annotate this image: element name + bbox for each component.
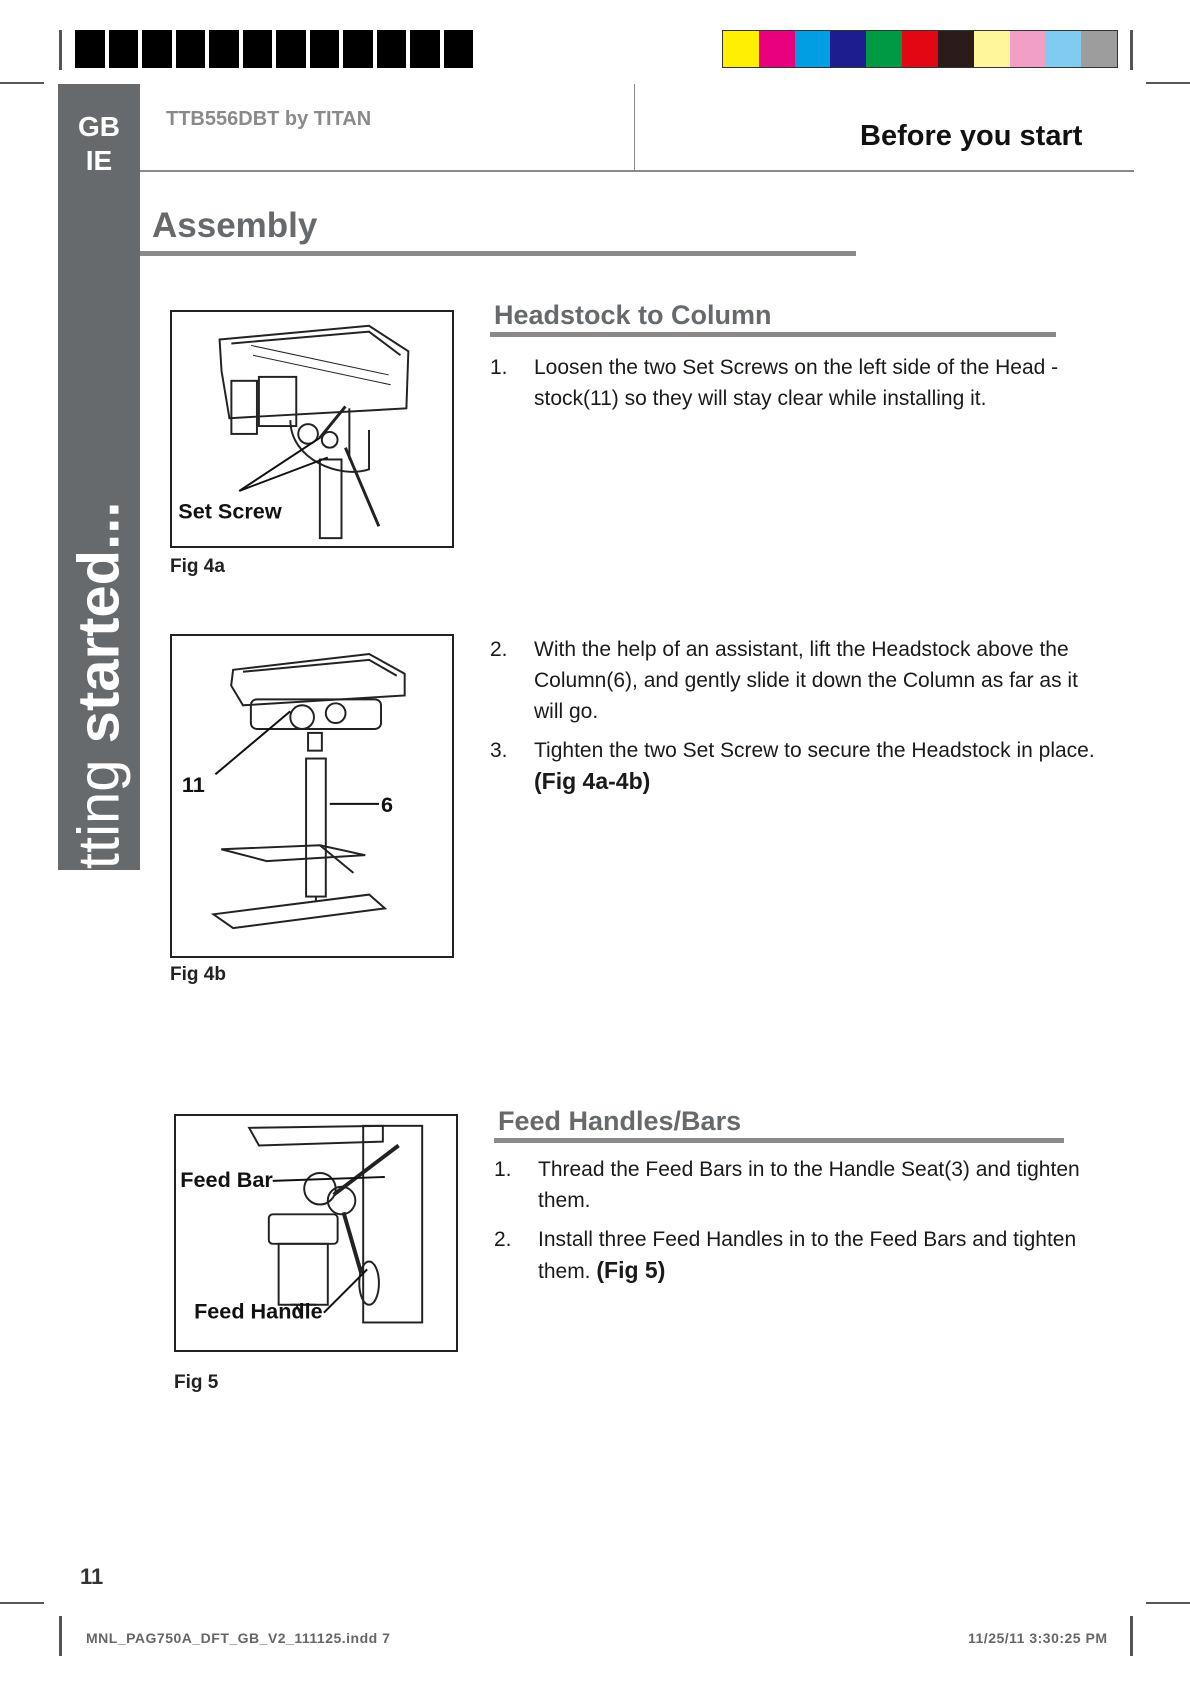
crop-mark [1130,30,1133,70]
color-calibration-bar [722,30,1118,68]
color-swatch [723,31,759,67]
feed-heading: Feed Handles/Bars [498,1106,742,1136]
feed-step-1: 1. Thread the Feed Bars in to the Handle Seat(3) and tighten them. [494,1158,1080,1212]
crop-mark [59,1616,62,1656]
page-title: Assembly [152,206,318,245]
headstock-heading-rule [490,332,1056,337]
color-swatch [902,31,938,67]
section-title: Before you start [860,120,1083,152]
color-swatch [1045,31,1081,67]
crop-mark [1146,1602,1190,1604]
section-side-tab [58,84,140,947]
region-code-gb: GB [78,111,120,142]
color-swatch [830,31,866,67]
headstock-step-1: 1. Loosen the two Set Screws on the left side of the Head -stock(11) so they will stay clear while installing it. [490,356,1059,410]
page-title-rule [140,251,856,256]
chapter-vertical-label: Getting started... [66,501,132,947]
color-swatch [938,31,974,67]
crop-mark [1146,82,1190,84]
callout-feed-handle: Feed Handle [194,1298,323,1324]
figure-4a [170,310,454,548]
crop-mark [0,1602,44,1604]
figure-caption-4b: Fig 4b [170,964,226,985]
feed-steps [494,1154,1106,1295]
callout-set-screw: Set Screw [178,498,282,524]
file-slug: MNL_PAG750A_DFT_GB_V2_111125.indd 7 [86,1630,391,1646]
header-divider [634,84,635,172]
crop-mark [1130,1616,1133,1656]
figure-4b [170,634,454,958]
headstock-steps-2-3 [490,634,1102,806]
color-swatch [1081,31,1117,67]
color-swatch [795,31,831,67]
callout-6: 6 [381,791,394,817]
color-swatch [974,31,1010,67]
figure-caption-5: Fig 5 [174,1372,219,1393]
drill-headstock-illustration [172,312,452,546]
header-rule [140,170,1134,172]
feed-heading-rule [494,1138,1064,1143]
color-swatch [759,31,795,67]
drill-press-illustration [172,636,452,956]
headstock-step-2: 2. With the help of an assistant, lift the Headstock above the Column(6), and gently slide it down the Column as far as it will go. [490,638,1078,723]
callout-feed-bar: Feed Bar [180,1166,273,1192]
print-timestamp: 11/25/11 3:30:25 PM [968,1630,1108,1646]
crop-mark [0,82,44,84]
figure-5 [174,1114,458,1352]
product-brand: TTB556DBT by TITAN [166,108,372,130]
color-swatch [866,31,902,67]
crop-mark [59,30,62,70]
figure-caption-4a: Fig 4a [170,556,225,577]
page-number: 11 [80,1564,104,1589]
color-swatch [1010,31,1046,67]
registration-black-bar [75,30,473,68]
headstock-heading: Headstock to Column [494,300,772,330]
feed-handle-illustration [176,1116,456,1350]
callout-11: 11 [181,772,205,798]
figure-reference: (Fig 5) [596,1257,666,1283]
headstock-step-3: 3. Tighten the two Set Screw to secure the Headstock in place. (Fig 4a-4b) [490,739,1095,794]
feed-step-2: 2. Install three Feed Handles in to the Feed Bars and tighten them. (Fig 5) [494,1228,1077,1283]
region-code-ie: IE [85,145,113,176]
figure-reference: (Fig 4a-4b) [534,768,651,794]
